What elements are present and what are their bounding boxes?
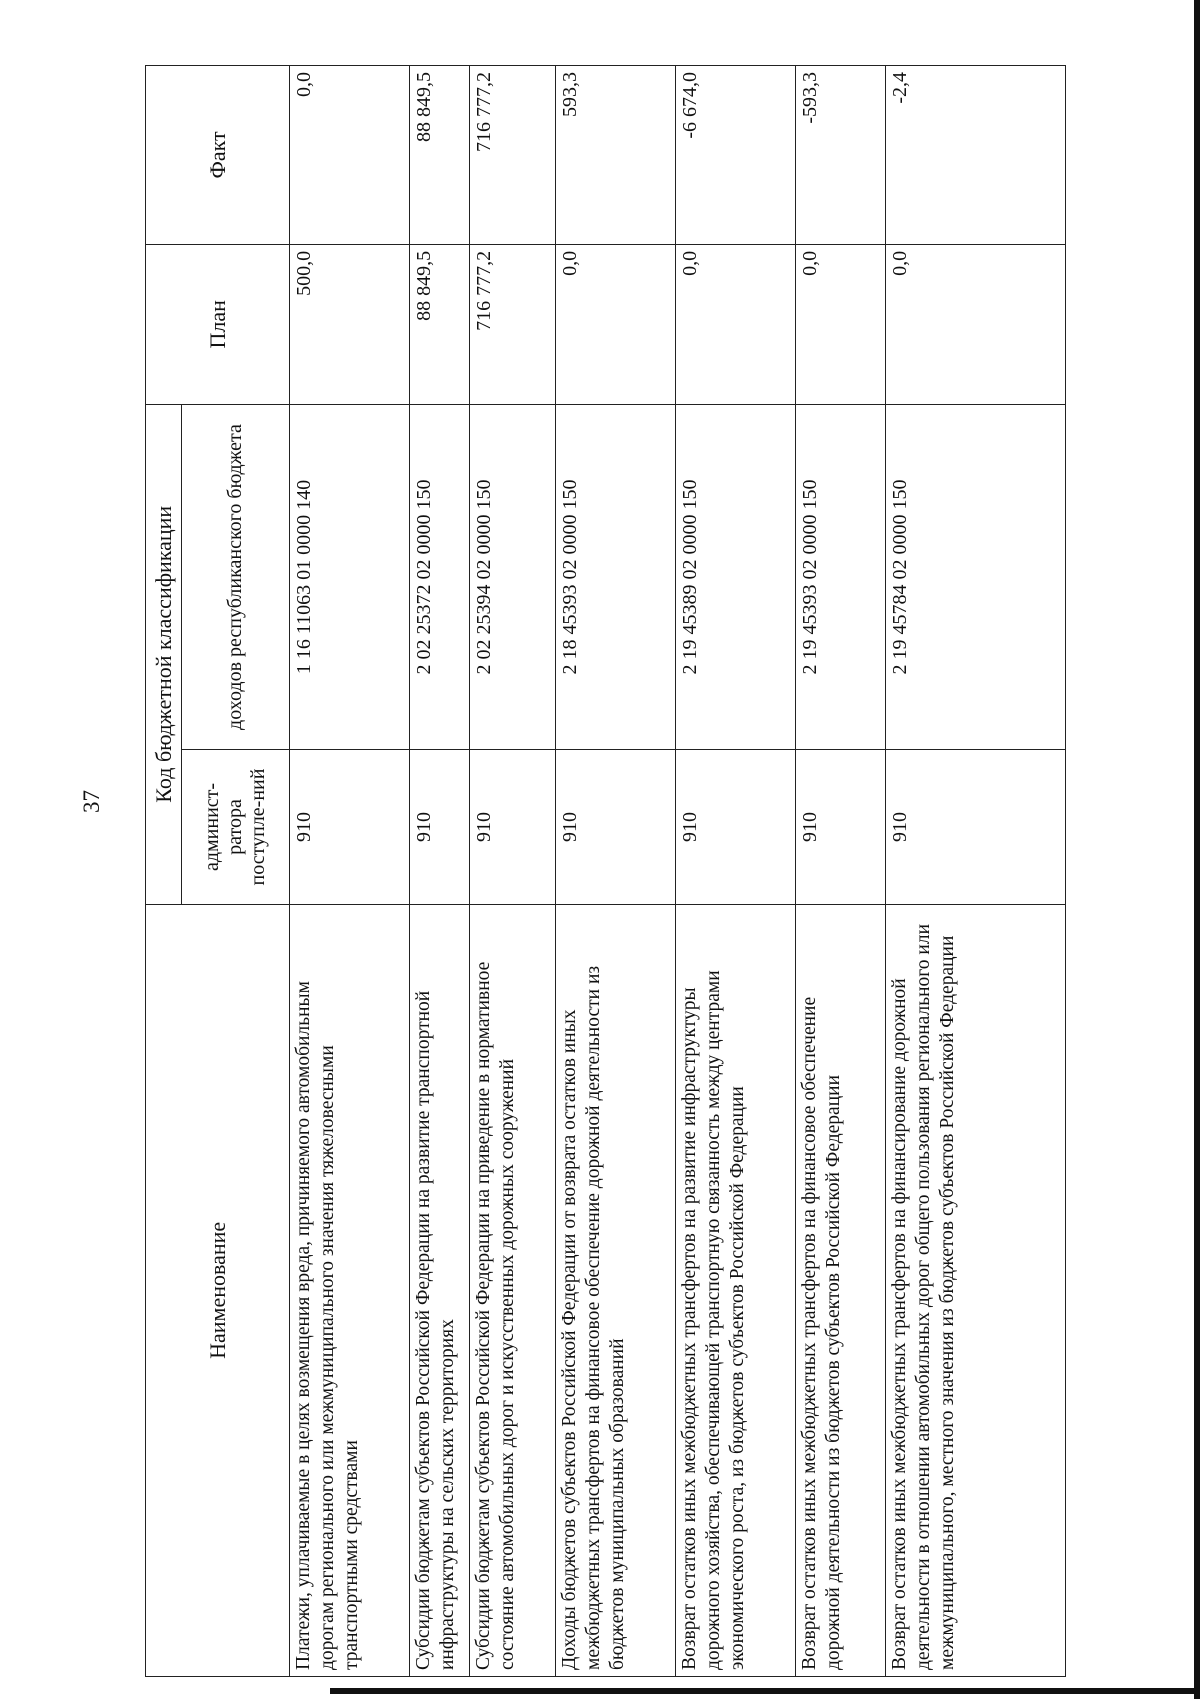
scan-bottom-bar	[330, 1688, 1200, 1694]
row-name: Доходы бюджетов субъектов Российской Федерации от возврата остатков иных межбюджетных трансфертов на финансовое обеспечение дорожной деятельности из бюджетов муниципальных образований	[556, 904, 676, 1676]
row-fact: 0,0	[290, 66, 410, 245]
budget-revenue-table	[145, 65, 1066, 1677]
row-fact: 88 849,5	[410, 66, 470, 245]
row-income-code: 2 02 25372 02 0000 150	[410, 404, 470, 750]
row-plan: 0,0	[796, 244, 886, 404]
row-admin-code: 910	[676, 750, 796, 904]
row-income-code: 2 02 25394 02 0000 150	[470, 404, 556, 750]
row-admin-code: 910	[556, 750, 676, 904]
table-row	[796, 66, 886, 1677]
table-row	[676, 66, 796, 1677]
row-income-code: 2 18 45393 02 0000 150	[556, 404, 676, 750]
row-income-code: 2 19 45393 02 0000 150	[796, 404, 886, 750]
row-plan: 0,0	[556, 244, 676, 404]
table-row	[556, 66, 676, 1677]
row-plan: 0,0	[886, 244, 1066, 404]
header-admin: админист-ратора поступле-ний	[182, 750, 290, 904]
header-fact: Факт	[146, 66, 290, 245]
header-income: доходов республиканского бюджета	[182, 404, 290, 750]
row-plan: 500,0	[290, 244, 410, 404]
page-number: 37	[79, 790, 104, 813]
row-fact: -2,4	[886, 66, 1066, 245]
row-income-code: 2 19 45784 02 0000 150	[886, 404, 1066, 750]
row-income-code: 2 19 45389 02 0000 150	[676, 404, 796, 750]
row-name: Субсидии бюджетам субъектов Российской Федерации на приведение в нормативное состояние автомобильных дорог и искусственных дорожных сооружений	[470, 904, 556, 1676]
row-income-code: 1 16 11063 01 0000 140	[290, 404, 410, 750]
table-row	[290, 66, 410, 1677]
row-plan: 0,0	[676, 244, 796, 404]
scan-edge-line	[1194, 0, 1200, 1699]
table-row	[470, 66, 556, 1677]
row-name: Платежи, уплачиваемые в целях возмещения вреда, причиняемого автомобильным дорогам регионального или межмуниципального значения тяжеловесными транспортными средствами	[290, 904, 410, 1676]
row-plan: 88 849,5	[410, 244, 470, 404]
row-name: Субсидии бюджетам субъектов Российской Федерации на развитие транспортной инфраструктуры на сельских территориях	[410, 904, 470, 1676]
row-fact: -593,3	[796, 66, 886, 245]
rotated-page	[145, 65, 1065, 1677]
table-row	[886, 66, 1066, 1677]
row-fact: 716 777,2	[470, 66, 556, 245]
row-fact: -6 674,0	[676, 66, 796, 245]
row-name: Возврат остатков иных межбюджетных трансфертов на финансовое обеспечение дорожной деятельности из бюджетов субъектов Российской Федерации	[796, 904, 886, 1676]
row-fact: 593,3	[556, 66, 676, 245]
row-admin-code: 910	[886, 750, 1066, 904]
row-plan: 716 777,2	[470, 244, 556, 404]
row-admin-code: 910	[290, 750, 410, 904]
header-name: Наименование	[146, 904, 290, 1676]
row-name: Возврат остатков иных межбюджетных трансфертов на развитие инфраструктуры дорожного хозяйства, обеспечивающей транспортную связанность между центрами экономического роста, из бюджетов субъектов Российской Федерации	[676, 904, 796, 1676]
row-admin-code: 910	[410, 750, 470, 904]
row-admin-code: 910	[796, 750, 886, 904]
row-admin-code: 910	[470, 750, 556, 904]
row-name: Возврат остатков иных межбюджетных трансфертов на финансирование дорожной деятельности в отношении автомобильных дорог общего пользования регионального или межмуниципального, местного значения из бюджетов субъектов Российской Федерации	[886, 904, 1066, 1676]
table-row	[410, 66, 470, 1677]
header-budget-code: Код бюджетной классификации	[146, 404, 182, 904]
header-plan: План	[146, 244, 290, 404]
